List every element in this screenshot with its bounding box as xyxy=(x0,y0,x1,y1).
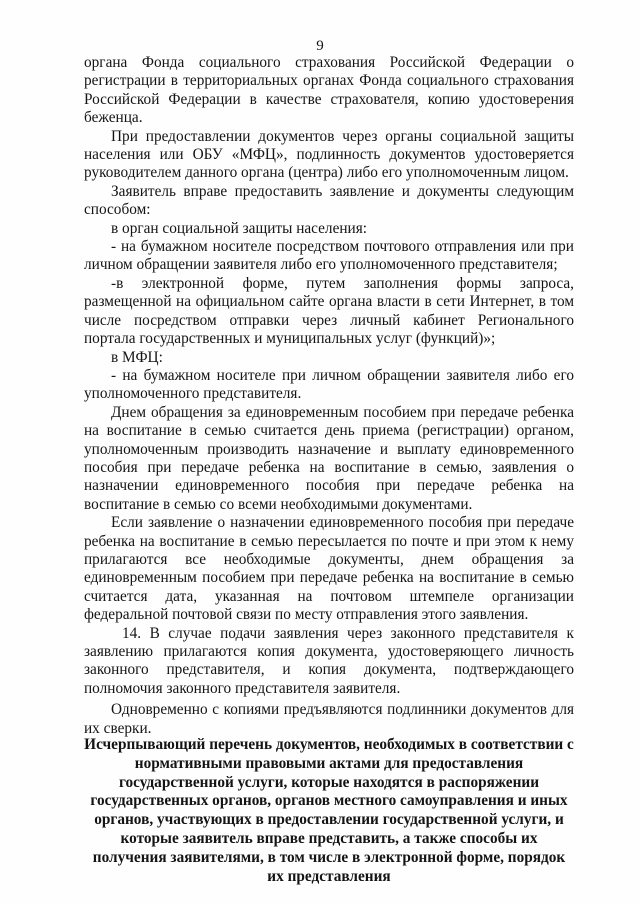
page-number: 9 xyxy=(316,38,324,54)
list-item: -в электронной форме, путем заполнения формы запроса, размещенной на официальном сайте органа власти в сети Интернет, в том числе посредством отправки через личный кабинет Регионального портала государственных и муниципальных услуг (функций)»; xyxy=(84,274,574,348)
section-heading: Исчерпывающий перечень документов, необходимых в соответствии с нормативными правовыми актами для предоставления государственной услуги, которые находятся в распоряжении государственных органов, органов местного самоуправления и иных органов, участвующих в предоставлении государственной услуги, и которые заявитель вправе представить, а также способы их получения заявителями, в том числе в электронной форме, порядок их представления xyxy=(84,736,574,885)
paragraph: Одновременно с копиями предъявляются подлинники документов для их сверки. xyxy=(84,701,574,737)
paragraph: При предоставлении документов через органы социальной защиты населения или ОБУ «МФЦ», подлинность документов удостоверяется руководителем данного органа (центра) либо его уполномоченным лицом. xyxy=(84,127,574,182)
paragraph: Заявитель вправе предоставить заявление и документы следующим способом: xyxy=(84,182,574,219)
paragraph-continuation: органа Фонда социального страхования Российской Федерации о регистрации в территориальных органах Фонда социального страхования Российской Федерации в качестве страхователя, копию удостоверения беженца. xyxy=(84,54,574,127)
document-body xyxy=(84,54,574,738)
paragraph: Днем обращения за единовременным пособием при передаче ребенка на воспитание в семью считается день приема (регистрации) органом, уполномоченным производить назначение и выплату единовременного пособия при передаче ребенка на воспитание в семью, заявления о назначении единовременного пособия при передаче ребенка на воспитание в семью со всеми необходимыми документами. xyxy=(84,403,574,513)
list-item: - на бумажном носителе при личном обращении заявителя либо его уполномоченного представителя. xyxy=(84,366,574,403)
list-heading: в МФЦ: xyxy=(111,348,163,366)
paragraph-item-14: 14. В случае подачи заявления через законного представителя к заявлению прилагаются копия документа, удостоверяющего личность законного представителя, и копия документа, подтверждающего полномочия законного представителя заявителя. xyxy=(84,624,574,697)
list-item: - на бумажном носителе посредством почтового отправления или при личном обращении заявителя либо его уполномоченного представителя; xyxy=(84,238,574,274)
list-heading: в орган социальной защиты населения: xyxy=(111,219,368,237)
paragraph: Если заявление о назначении единовременного пособия при передаче ребенка на воспитание в семью пересылается по почте и при этом к нему прилагаются все необходимые документы, днем обращения за единовременным пособием при передаче ребенка на воспитание в семью считается дата, указанная на почтовом штемпеле организации федеральной почтовой связи по месту отправления этого заявления. xyxy=(84,514,574,624)
